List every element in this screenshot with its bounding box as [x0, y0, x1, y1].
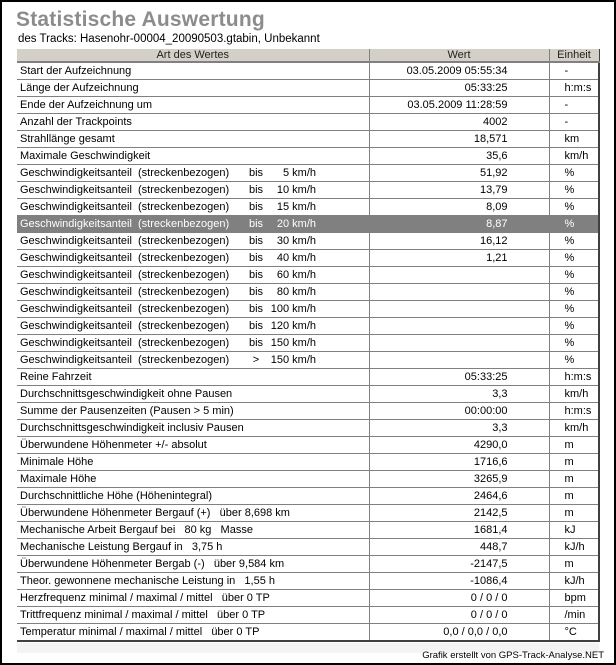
- row-value: 00:00:00: [369, 403, 549, 420]
- table-row[interactable]: [17, 284, 599, 301]
- row-label: Geschwindigkeitsanteil (streckenbezogen): [20, 269, 230, 281]
- row-unit: kJ/h: [549, 573, 599, 590]
- row-label-cell: Herzfrequenz minimal / maximal / mittel über 0 TP: [17, 590, 369, 607]
- track-subtitle: des Tracks: Hasenohr-00004_20090503.gtabin, Unbekannt: [18, 33, 320, 45]
- row-value: 05:33:25: [369, 369, 549, 386]
- row-label-cell: Ende der Aufzeichnung um: [17, 97, 369, 114]
- table-row[interactable]: [17, 590, 599, 607]
- row-unit: h:m:s: [549, 80, 599, 97]
- row-value: -1086,4: [369, 573, 549, 590]
- row-value: 3265,9: [369, 471, 549, 488]
- row-label-cell: [17, 199, 369, 216]
- row-unit: /min: [549, 607, 599, 624]
- table-body: [17, 62, 599, 641]
- table-row[interactable]: [17, 420, 599, 437]
- row-value: [369, 267, 549, 284]
- row-unit: %: [549, 233, 599, 250]
- row-value: 1681,4: [369, 522, 549, 539]
- table-row[interactable]: [17, 522, 599, 539]
- row-unit: -: [549, 114, 599, 131]
- row-operator: bis: [248, 303, 264, 315]
- row-label-cell: Überwundene Höhenmeter Bergauf (+) über 8,698 km: [17, 505, 369, 522]
- row-unit: %: [549, 335, 599, 352]
- row-value: [369, 301, 549, 318]
- row-label: Geschwindigkeitsanteil (streckenbezogen): [20, 320, 230, 332]
- row-label-cell: Trittfrequenz minimal / maximal / mittel über 0 TP: [17, 607, 369, 624]
- column-header-value[interactable]: Wert: [369, 49, 549, 62]
- row-speed-threshold: 40 km/h: [276, 252, 316, 264]
- table-row[interactable]: [17, 624, 599, 642]
- row-unit: bpm: [549, 590, 599, 607]
- row-speed-threshold: 150 km/h: [270, 354, 316, 366]
- row-unit: kJ: [549, 522, 599, 539]
- row-speed-threshold: 20 km/h: [276, 218, 316, 230]
- row-label-cell: [17, 267, 369, 284]
- row-unit: %: [549, 216, 599, 233]
- row-value: 4002: [369, 114, 549, 131]
- row-unit: -: [549, 97, 599, 114]
- row-value: 0 / 0 / 0: [369, 590, 549, 607]
- row-label-cell: [17, 335, 369, 352]
- row-value: 03.05.2009 11:28:59: [369, 97, 549, 114]
- table-header: [17, 49, 599, 62]
- row-unit: m: [549, 454, 599, 471]
- row-value: 8,09: [369, 199, 549, 216]
- row-label-cell: Minimale Höhe: [17, 454, 369, 471]
- row-value: [369, 335, 549, 352]
- row-operator: bis: [248, 167, 264, 179]
- row-unit: -: [549, 62, 599, 80]
- row-label-cell: Theor. gewonnene mechanische Leistung in 1,55 h: [17, 573, 369, 590]
- row-operator: bis: [248, 252, 264, 264]
- credit-text: Grafik erstellt von GPS-Track-Analyse.NET: [422, 650, 604, 661]
- row-label-cell: [17, 233, 369, 250]
- row-operator: bis: [248, 320, 264, 332]
- row-label-cell: Durchschnittsgeschwindigkeit inclusiv Pausen: [17, 420, 369, 437]
- row-operator: bis: [248, 218, 264, 230]
- row-label-cell: Durchschnittsgeschwindigkeit ohne Pausen: [17, 386, 369, 403]
- row-label-cell: Reine Fahrzeit: [17, 369, 369, 386]
- row-unit: %: [549, 352, 599, 369]
- row-unit: %: [549, 165, 599, 182]
- row-operator: bis: [248, 235, 264, 247]
- table-row[interactable]: [17, 335, 599, 352]
- table-row[interactable]: [17, 471, 599, 488]
- row-label-cell: Temperatur minimal / maximal / mittel über 0 TP: [17, 624, 369, 642]
- row-label: Geschwindigkeitsanteil (streckenbezogen): [20, 286, 230, 298]
- row-speed-threshold: 100 km/h: [270, 303, 316, 315]
- row-operator: bis: [248, 201, 264, 213]
- row-label-cell: [17, 352, 369, 369]
- page-title: Statistische Auswertung: [16, 8, 265, 31]
- row-label-cell: [17, 165, 369, 182]
- row-operator: bis: [248, 286, 264, 298]
- row-unit: %: [549, 250, 599, 267]
- table-row[interactable]: [17, 301, 599, 318]
- table-row[interactable]: [17, 199, 599, 216]
- row-label: Geschwindigkeitsanteil (streckenbezogen): [20, 354, 230, 366]
- row-unit: m: [549, 471, 599, 488]
- row-value: 3,3: [369, 420, 549, 437]
- row-speed-threshold: 120 km/h: [270, 320, 316, 332]
- row-label-cell: Mechanische Arbeit Bergauf bei 80 kg Masse: [17, 522, 369, 539]
- row-unit: m: [549, 556, 599, 573]
- row-value: 3,3: [369, 386, 549, 403]
- table-row[interactable]: [17, 250, 599, 267]
- row-unit: %: [549, 284, 599, 301]
- row-value: 35,6: [369, 148, 549, 165]
- row-value: 1,21: [369, 250, 549, 267]
- table-row[interactable]: [17, 505, 599, 522]
- table-row[interactable]: [17, 267, 599, 284]
- row-speed-threshold: 150 km/h: [270, 337, 316, 349]
- row-label-cell: Überwundene Höhenmeter Bergab (-) über 9,584 km: [17, 556, 369, 573]
- row-speed-threshold: 60 km/h: [276, 269, 316, 281]
- row-operator: bis: [248, 337, 264, 349]
- row-label: Geschwindigkeitsanteil (streckenbezogen): [20, 218, 230, 230]
- table-row[interactable]: [17, 607, 599, 624]
- row-value: [369, 318, 549, 335]
- table-row[interactable]: [17, 488, 599, 505]
- table-row[interactable]: [17, 182, 599, 199]
- table-row[interactable]: [17, 216, 599, 233]
- table-row[interactable]: [17, 233, 599, 250]
- row-label-cell: [17, 250, 369, 267]
- row-label-cell: Mechanische Leistung Bergauf in 3,75 h: [17, 539, 369, 556]
- table-row[interactable]: [17, 165, 599, 182]
- row-speed-threshold: 5 km/h: [282, 167, 316, 179]
- row-speed-threshold: 10 km/h: [276, 184, 316, 196]
- table-row[interactable]: [17, 318, 599, 335]
- row-label-cell: [17, 318, 369, 335]
- row-speed-threshold: 15 km/h: [276, 201, 316, 213]
- row-label-cell: Anzahl der Trackpoints: [17, 114, 369, 131]
- row-unit: %: [549, 199, 599, 216]
- row-label: Geschwindigkeitsanteil (streckenbezogen): [20, 303, 230, 315]
- table-row[interactable]: [17, 62, 599, 80]
- row-value: 8,87: [369, 216, 549, 233]
- row-unit: %: [549, 182, 599, 199]
- row-label: Geschwindigkeitsanteil (streckenbezogen): [20, 184, 230, 196]
- row-operator: >: [252, 354, 260, 366]
- row-unit: °C: [549, 624, 599, 642]
- row-label: Geschwindigkeitsanteil (streckenbezogen): [20, 235, 230, 247]
- row-speed-threshold: 30 km/h: [276, 235, 316, 247]
- row-label-cell: Start der Aufzeichnung: [17, 62, 369, 80]
- table-row[interactable]: [17, 148, 599, 165]
- row-value: 05:33:25: [369, 80, 549, 97]
- row-unit: %: [549, 318, 599, 335]
- table-row[interactable]: [17, 539, 599, 556]
- row-label: Geschwindigkeitsanteil (streckenbezogen): [20, 252, 230, 264]
- table-row[interactable]: [17, 352, 599, 369]
- row-operator: bis: [248, 184, 264, 196]
- row-value: -2147,5: [369, 556, 549, 573]
- row-label-cell: Länge der Aufzeichnung: [17, 80, 369, 97]
- row-value: 2464,6: [369, 488, 549, 505]
- row-value: 51,92: [369, 165, 549, 182]
- table-row[interactable]: [17, 573, 599, 590]
- row-label-cell: Überwundene Höhenmeter +/- absolut: [17, 437, 369, 454]
- row-unit: kJ/h: [549, 539, 599, 556]
- row-label-cell: [17, 301, 369, 318]
- table-row[interactable]: [17, 437, 599, 454]
- table-row[interactable]: [17, 369, 599, 386]
- table-row[interactable]: [17, 386, 599, 403]
- row-unit: km/h: [549, 148, 599, 165]
- table-row[interactable]: [17, 97, 599, 114]
- row-label-cell: [17, 216, 369, 233]
- statistics-table: [17, 49, 600, 642]
- row-label: Geschwindigkeitsanteil (streckenbezogen): [20, 201, 230, 213]
- row-value: 0,0 / 0,0 / 0,0: [369, 624, 549, 642]
- table-row[interactable]: [17, 454, 599, 471]
- row-unit: m: [549, 437, 599, 454]
- table-row[interactable]: [17, 556, 599, 573]
- row-value: 03.05.2009 05:55:34: [369, 62, 549, 80]
- row-value: 1716,6: [369, 454, 549, 471]
- row-value: [369, 352, 549, 369]
- column-header-unit[interactable]: Einheit: [549, 49, 599, 62]
- row-label: Geschwindigkeitsanteil (streckenbezogen): [20, 337, 230, 349]
- row-unit: km/h: [549, 386, 599, 403]
- row-unit: km: [549, 131, 599, 148]
- row-label-cell: Summe der Pausenzeiten (Pausen > 5 min): [17, 403, 369, 420]
- column-header-type[interactable]: Art des Wertes: [17, 49, 369, 62]
- table-row[interactable]: [17, 403, 599, 420]
- row-label-cell: [17, 182, 369, 199]
- row-label: Geschwindigkeitsanteil (streckenbezogen): [20, 167, 230, 179]
- row-value: 0 / 0 / 0: [369, 607, 549, 624]
- row-label-cell: Durchschnittliche Höhe (Höhenintegral): [17, 488, 369, 505]
- row-value: [369, 284, 549, 301]
- row-value: 448,7: [369, 539, 549, 556]
- row-speed-threshold: 80 km/h: [276, 286, 316, 298]
- row-label-cell: Maximale Geschwindigkeit: [17, 148, 369, 165]
- table-row[interactable]: [17, 80, 599, 97]
- row-unit: m: [549, 488, 599, 505]
- row-unit: km/h: [549, 420, 599, 437]
- row-value: 2142,5: [369, 505, 549, 522]
- row-label-cell: [17, 284, 369, 301]
- row-value: 4290,0: [369, 437, 549, 454]
- row-value: 16,12: [369, 233, 549, 250]
- row-operator: bis: [248, 269, 264, 281]
- row-value: 18,571: [369, 131, 549, 148]
- row-unit: h:m:s: [549, 369, 599, 386]
- table-row[interactable]: [17, 114, 599, 131]
- row-label-cell: Maximale Höhe: [17, 471, 369, 488]
- row-unit: %: [549, 301, 599, 318]
- row-unit: m: [549, 505, 599, 522]
- row-unit: h:m:s: [549, 403, 599, 420]
- table-row[interactable]: [17, 131, 599, 148]
- row-unit: %: [549, 267, 599, 284]
- row-value: 13,79: [369, 182, 549, 199]
- row-label-cell: Strahllänge gesamt: [17, 131, 369, 148]
